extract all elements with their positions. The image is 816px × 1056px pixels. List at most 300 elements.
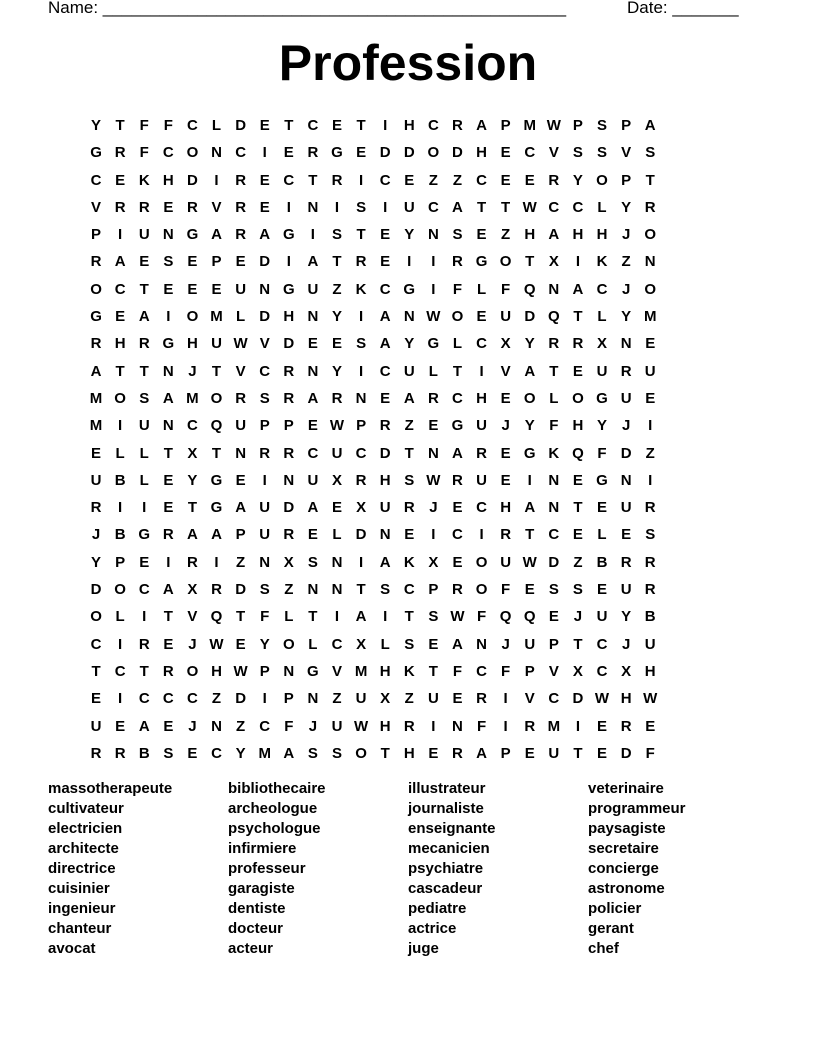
grid-letter: P (283, 417, 294, 435)
grid-letter: Y (331, 308, 342, 326)
grid-row (84, 167, 744, 194)
grid-letter: R (403, 499, 415, 517)
grid-letter: F (597, 444, 607, 462)
grid-letter: C (596, 662, 608, 680)
grid-letter: R (235, 171, 247, 189)
grid-letter: C (355, 444, 367, 462)
grid-letter: P (259, 417, 270, 435)
word-list-item: paysagiste (588, 820, 666, 837)
grid-letter: W (426, 471, 441, 489)
grid-letter: U (307, 471, 319, 489)
grid-letter: P (621, 171, 632, 189)
grid-letter: Y (404, 226, 415, 244)
grid-letter: Y (524, 417, 535, 435)
grid-letter: C (427, 198, 439, 216)
grid-letter: W (233, 335, 248, 353)
grid-letter: S (163, 744, 174, 762)
grid-letter: R (476, 690, 487, 708)
grid-letter: G (162, 335, 175, 353)
grid-letter: I (262, 471, 267, 489)
grid-letter: R (138, 198, 150, 216)
grid-letter: C (476, 335, 487, 353)
grid-letter: E (500, 471, 511, 489)
grid-row (84, 494, 744, 521)
grid-letter: T (308, 608, 318, 626)
grid-letter: R (572, 335, 584, 353)
grid-row (84, 467, 744, 494)
grid-letter: A (187, 526, 198, 544)
grid-letter: L (115, 444, 125, 462)
grid-letter: E (307, 335, 318, 353)
grid-letter: T (452, 362, 463, 380)
grid-letter: R (644, 581, 656, 599)
grid-letter: W (643, 690, 658, 708)
grid-letter: Z (404, 417, 414, 435)
grid-letter: A (211, 226, 222, 244)
grid-row (84, 139, 744, 166)
grid-letter: L (452, 335, 463, 353)
grid-letter: T (115, 362, 125, 380)
word-list-item: professeur (228, 860, 306, 877)
grid-letter: C (162, 144, 174, 162)
grid-letter: U (476, 417, 487, 435)
grid-letter: A (644, 117, 656, 134)
grid-letter: X (356, 499, 367, 517)
grid-letter: L (597, 526, 607, 544)
grid-letter: E (428, 635, 439, 653)
grid-letter: R (187, 198, 198, 216)
grid-row (84, 112, 744, 139)
grid-letter: X (572, 662, 583, 680)
word-list-item: acteur (228, 940, 274, 957)
word-list-item: electricien (48, 820, 123, 837)
grid-letter: Y (621, 308, 632, 326)
grid-letter: T (573, 744, 583, 762)
grid-letter: E (139, 253, 150, 271)
grid-letter: T (404, 444, 414, 462)
grid-letter: U (620, 389, 632, 407)
grid-letter: I (431, 526, 436, 544)
grid-letter: W (426, 308, 441, 326)
grid-letter: A (235, 499, 247, 517)
grid-letter: N (620, 471, 632, 489)
grid-letter: Z (284, 581, 294, 599)
grid-letter: G (282, 280, 295, 298)
grid-letter: S (572, 144, 583, 162)
grid-letter: D (572, 690, 584, 708)
grid-letter: C (427, 117, 439, 134)
grid-letter: I (334, 198, 340, 216)
grid-letter: Y (597, 417, 608, 435)
grid-letter: Y (621, 608, 632, 626)
letter-grid (84, 112, 744, 767)
grid-letter: V (331, 662, 342, 680)
grid-letter: N (620, 335, 632, 353)
name-field-label: Name: _________________________________________________ (48, 0, 567, 17)
grid-letter: S (597, 117, 608, 134)
grid-letter: S (452, 226, 463, 244)
grid-letter: J (188, 717, 197, 735)
grid-letter: Z (501, 226, 511, 244)
grid-letter: E (380, 253, 391, 271)
grid-letter: C (379, 362, 391, 380)
grid-letter: H (476, 389, 487, 407)
grid-letter: F (452, 662, 463, 680)
grid-letter: E (235, 253, 246, 271)
grid-letter: N (211, 717, 222, 735)
grid-letter: T (645, 171, 655, 189)
grid-letter: U (596, 362, 608, 380)
grid-letter: P (621, 117, 632, 134)
grid-letter: O (90, 280, 102, 298)
grid-letter: E (163, 499, 174, 517)
word-list-item: cultivateur (48, 800, 124, 817)
grid-letter: M (547, 717, 561, 735)
grid-letter: J (91, 526, 101, 544)
word-list-item: psychologue (228, 820, 321, 837)
grid-letter: N (331, 581, 343, 599)
word-list-item: chanteur (48, 920, 112, 937)
grid-letter: Z (645, 444, 655, 462)
grid-letter: M (210, 308, 223, 326)
grid-letter: A (476, 744, 487, 762)
grid-row (84, 576, 744, 603)
grid-letter: S (404, 635, 415, 653)
grid-letter: H (476, 144, 487, 162)
grid-letter: D (235, 117, 247, 134)
grid-letter: T (525, 526, 535, 544)
grid-letter: H (620, 690, 632, 708)
grid-letter: G (403, 280, 416, 298)
grid-letter: X (187, 444, 198, 462)
grid-letter: O (499, 253, 512, 271)
grid-letter: P (259, 662, 270, 680)
grid-letter: K (596, 253, 608, 271)
grid-letter: R (452, 581, 463, 599)
grid-letter: T (332, 253, 342, 271)
grid-letter: G (596, 471, 608, 489)
grid-letter: J (573, 608, 583, 626)
grid-letter: W (450, 608, 465, 626)
grid-letter: I (166, 553, 171, 571)
grid-letter: D (235, 690, 247, 708)
grid-letter: E (163, 471, 174, 489)
grid-letter: C (187, 117, 198, 134)
grid-letter: H (379, 662, 391, 680)
grid-letter: N (259, 553, 271, 571)
grid-letter: G (307, 662, 319, 680)
grid-letter: V (91, 198, 102, 216)
grid-letter: T (549, 362, 559, 380)
grid-letter: E (524, 581, 535, 599)
grid-letter: R (283, 362, 295, 380)
grid-letter: J (621, 226, 631, 244)
grid-letter: T (115, 117, 125, 134)
grid-letter: X (428, 553, 439, 571)
word-list-item: chef (588, 940, 619, 957)
grid-letter: E (163, 717, 174, 735)
grid-letter: E (404, 171, 415, 189)
grid-letter: N (427, 444, 439, 462)
grid-letter: Y (91, 117, 102, 134)
grid-letter: P (428, 581, 439, 599)
grid-letter: C (403, 581, 415, 599)
grid-letter: G (186, 226, 199, 244)
grid-letter: I (214, 171, 219, 189)
grid-row (84, 521, 744, 548)
grid-letter: R (114, 198, 126, 216)
grid-letter: A (307, 389, 319, 407)
grid-letter: B (114, 526, 126, 544)
grid-letter: Y (404, 335, 415, 353)
grid-letter: S (572, 581, 583, 599)
word-list-item: massotherapeute (48, 780, 173, 797)
grid-letter: V (235, 362, 246, 380)
grid-letter: T (308, 171, 318, 189)
grid-letter: C (596, 280, 608, 298)
grid-letter: U (235, 280, 247, 298)
grid-letter: Y (621, 198, 632, 216)
grid-letter: T (356, 117, 366, 134)
grid-letter: R (90, 335, 102, 353)
grid-letter: I (118, 635, 123, 653)
grid-letter: F (284, 717, 294, 735)
grid-letter: E (331, 335, 342, 353)
word-list-item: avocat (48, 940, 96, 957)
grid-letter: O (523, 389, 536, 407)
grid-letter: P (235, 526, 246, 544)
grid-letter: U (644, 635, 656, 653)
word-list-item: programmeur (588, 800, 686, 817)
grid-letter: I (118, 499, 123, 517)
grid-letter: W (209, 635, 224, 653)
grid-letter: Z (573, 553, 583, 571)
grid-letter: M (186, 389, 199, 407)
word-list-item: veterinaire (588, 780, 664, 797)
grid-letter: E (452, 690, 463, 708)
grid-letter: I (334, 608, 340, 626)
grid-letter: U (500, 308, 512, 326)
grid-letter: E (91, 444, 102, 462)
grid-letter: W (594, 690, 610, 708)
grid-row (84, 631, 744, 658)
grid-letter: I (383, 608, 388, 626)
grid-letter: O (475, 553, 488, 571)
grid-row (84, 658, 744, 685)
grid-letter: P (211, 253, 222, 271)
grid-letter: E (476, 308, 487, 326)
grid-letter: U (379, 499, 391, 517)
grid-letter: R (500, 526, 512, 544)
grid-letter: E (597, 499, 608, 517)
grid-letter: O (114, 581, 126, 599)
grid-letter: F (549, 417, 559, 435)
grid-letter: H (524, 226, 536, 244)
grid-letter: S (139, 389, 150, 407)
grid-letter: V (500, 362, 511, 380)
grid-letter: A (476, 117, 487, 134)
grid-letter: R (476, 444, 487, 462)
grid-letter: I (286, 198, 291, 216)
grid-letter: U (211, 335, 222, 353)
grid-letter: C (596, 635, 608, 653)
grid-letter: U (427, 690, 439, 708)
grid-letter: Q (523, 608, 536, 626)
grid-letter: E (380, 389, 391, 407)
grid-letter: T (525, 253, 535, 271)
grid-letter: R (331, 171, 343, 189)
word-list-item: architecte (48, 840, 119, 857)
grid-letter: E (645, 717, 656, 735)
grid-letter: L (428, 362, 438, 380)
grid-letter: E (259, 198, 270, 216)
word-list-item: illustrateur (408, 780, 486, 797)
grid-letter: N (452, 717, 463, 735)
grid-letter: G (427, 335, 440, 353)
grid-letter: P (524, 662, 535, 680)
grid-letter: C (307, 444, 319, 462)
grid-letter: R (452, 471, 463, 489)
grid-letter: A (138, 717, 150, 735)
grid-letter: U (403, 198, 415, 216)
grid-letter: L (597, 198, 607, 216)
grid-letter: R (548, 171, 560, 189)
grid-letter: C (548, 690, 560, 708)
grid-letter: U (644, 362, 656, 380)
grid-letter: N (162, 226, 174, 244)
grid-letter: E (428, 744, 439, 762)
grid-letter: T (163, 608, 173, 626)
grid-letter: I (262, 690, 267, 708)
grid-letter: L (380, 635, 390, 653)
grid-letter: X (331, 471, 342, 489)
grid-letter: A (211, 526, 222, 544)
grid-letter: R (644, 553, 656, 571)
grid-letter: D (452, 144, 463, 162)
grid-letter: E (572, 471, 583, 489)
word-list-item: directrice (48, 860, 116, 877)
grid-letter: V (548, 662, 559, 680)
grid-letter: V (187, 608, 198, 626)
grid-letter: H (500, 499, 512, 517)
grid-letter: R (644, 198, 656, 216)
grid-letter: D (235, 581, 247, 599)
grid-letter: P (548, 635, 559, 653)
grid-letter: T (284, 117, 294, 134)
grid-letter: N (644, 253, 656, 271)
grid-letter: E (500, 144, 511, 162)
grid-letter: E (380, 226, 391, 244)
word-list-item: archeologue (228, 800, 318, 817)
grid-letter: C (379, 280, 391, 298)
grid-letter: I (648, 417, 653, 435)
grid-letter: J (188, 635, 197, 653)
header (48, 0, 739, 18)
grid-letter: I (479, 526, 484, 544)
grid-letter: R (620, 717, 632, 735)
grid-letter: S (307, 553, 318, 571)
word-list-item: journaliste (408, 800, 484, 817)
grid-letter: A (379, 335, 391, 353)
grid-letter: E (283, 144, 294, 162)
grid-letter: N (283, 471, 295, 489)
grid-letter: O (644, 226, 657, 244)
grid-letter: U (138, 226, 150, 244)
grid-letter: I (118, 690, 123, 708)
grid-letter: R (235, 226, 247, 244)
grid-letter: E (428, 417, 439, 435)
grid-letter: A (452, 444, 463, 462)
grid-letter: G (282, 226, 295, 244)
grid-letter: E (163, 280, 174, 298)
grid-letter: P (115, 553, 126, 571)
grid-letter: Z (236, 717, 246, 735)
grid-letter: D (403, 144, 415, 162)
grid-letter: U (476, 471, 487, 489)
grid-letter: P (91, 226, 102, 244)
grid-letter: S (597, 144, 608, 162)
grid-letter: P (356, 417, 367, 435)
grid-letter: Z (428, 171, 438, 189)
grid-letter: N (283, 662, 295, 680)
grid-letter: L (308, 635, 318, 653)
grid-letter: J (621, 635, 631, 653)
grid-row (84, 685, 744, 712)
grid-letter: E (211, 280, 222, 298)
grid-letter: D (620, 444, 632, 462)
grid-letter: N (548, 280, 560, 298)
grid-letter: F (645, 744, 655, 762)
grid-letter: E (235, 471, 246, 489)
grid-letter: R (114, 144, 126, 162)
grid-letter: T (501, 198, 511, 216)
grid-letter: N (211, 144, 222, 162)
grid-letter: C (90, 171, 102, 189)
grid-letter: F (139, 144, 149, 162)
grid-letter: R (379, 417, 391, 435)
grid-letter: B (114, 471, 126, 489)
grid-letter: Z (452, 171, 463, 189)
grid-letter: A (90, 362, 102, 380)
grid-letter: R (403, 717, 415, 735)
grid-letter: O (186, 144, 199, 162)
grid-letter: H (114, 335, 126, 353)
grid-letter: I (648, 471, 653, 489)
grid-letter: O (451, 308, 464, 326)
grid-letter: P (283, 690, 294, 708)
grid-letter: D (379, 144, 391, 162)
grid-letter: O (186, 308, 199, 326)
grid-letter: J (429, 499, 438, 517)
grid-letter: O (186, 662, 199, 680)
grid-letter: C (138, 690, 150, 708)
grid-letter: H (403, 117, 415, 134)
grid-letter: T (428, 662, 438, 680)
word-list-item: docteur (228, 920, 284, 937)
grid-letter: N (307, 690, 319, 708)
grid-letter: A (355, 608, 367, 626)
grid-letter: E (163, 198, 174, 216)
grid-letter: Z (332, 280, 342, 298)
word-list-item: concierge (588, 860, 659, 877)
grid-letter: L (211, 117, 222, 134)
grid-letter: J (621, 280, 631, 298)
grid-letter: R (283, 389, 295, 407)
grid-letter: R (211, 581, 222, 599)
grid-letter: E (621, 526, 632, 544)
grid-letter: R (548, 335, 560, 353)
grid-letter: E (115, 171, 126, 189)
